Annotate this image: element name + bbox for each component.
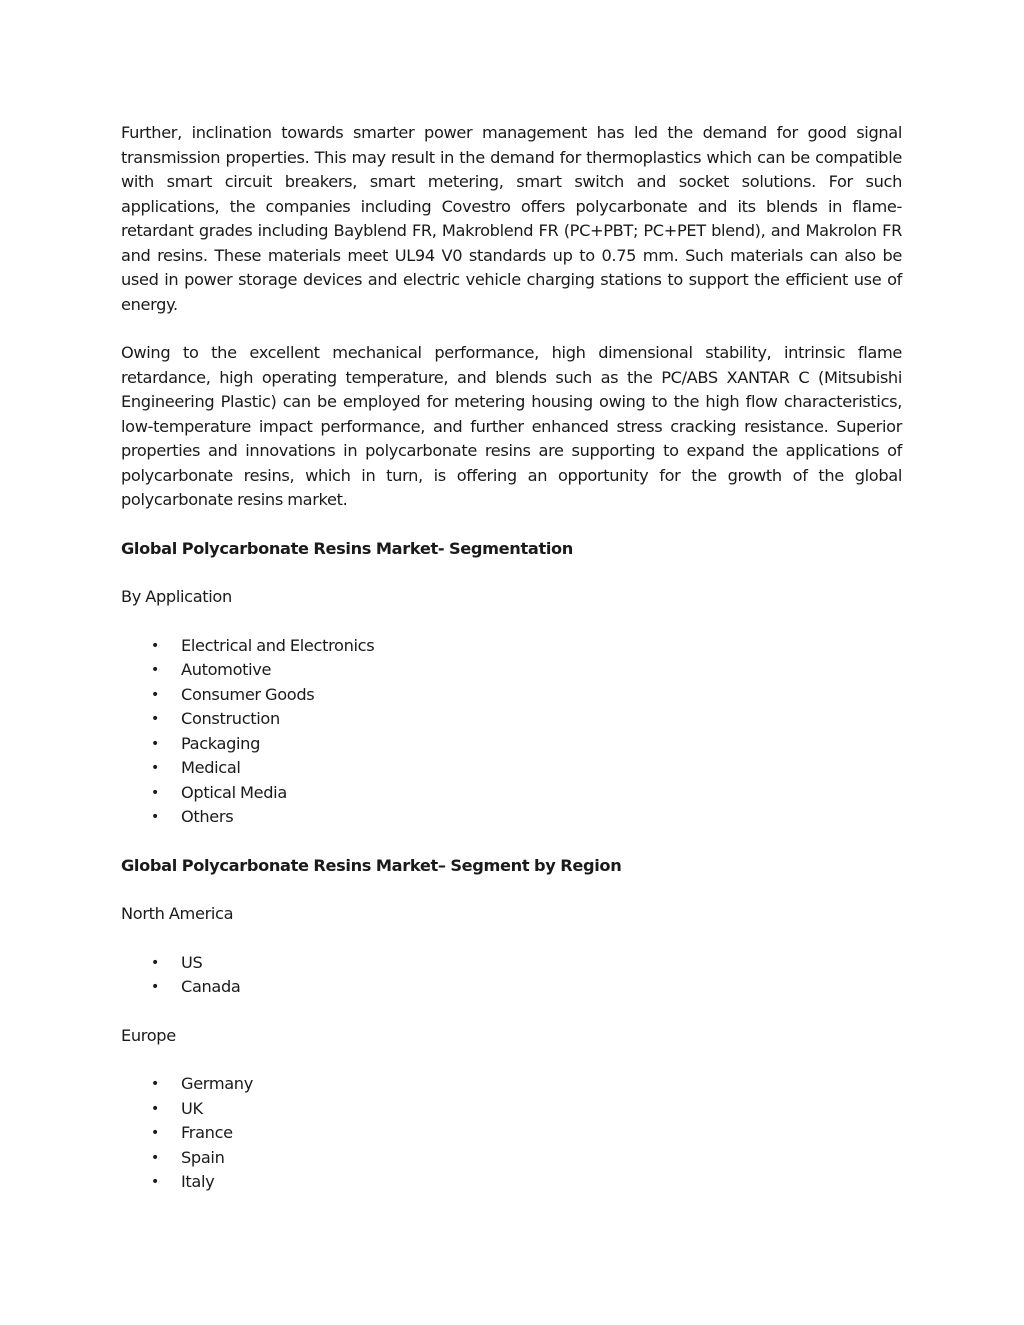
bullet-icon: • (151, 686, 159, 703)
bullet-icon: • (151, 1174, 159, 1190)
bullet-icon: • (151, 979, 159, 995)
bullet-icon: • (151, 1125, 159, 1141)
bullet-icon: • (151, 760, 159, 776)
segmentation-heading: Global Polycarbonate Resins Market- Segmentation (121, 538, 573, 558)
list-item: • Electrical and Electronics (121, 634, 902, 659)
list-item: • Others (121, 805, 902, 830)
bullet-icon: • (151, 954, 159, 971)
list-item: • Automotive (121, 658, 902, 683)
paragraph-smart-power: Further, inclination towards smarter power management has led the demand for good signal transmission properties. This may result in the demand for thermoplastics which can be compatible with smart circuit breakers, smart metering, smart switch and socket solutions. For such applications, the companies including Covestro offers polycarbonate and its blends in flame-retardant grades including Bayblend FR, Makroblend FR (PC+PBT; PC+PET blend), and Makrolon FR and resins. These materials meet UL94 V0 standards up to 0.75 mm. Such materials can also be used in power storage devices and electric vehicle charging stations to support the efficient use of energy. (121, 123, 902, 314)
list-item: • Canada (121, 975, 902, 1000)
region-heading: Global Polycarbonate Resins Market– Segment by Region (121, 855, 622, 875)
list-item: • Spain (121, 1146, 902, 1171)
list-item: • France (121, 1121, 902, 1146)
bullet-icon: • (151, 1076, 159, 1092)
bullet-icon: • (151, 662, 159, 678)
list-item: • Consumer Goods (121, 683, 902, 708)
bullet-icon: • (151, 735, 159, 752)
bullet-icon: • (151, 1149, 159, 1166)
by-application-label: By Application (121, 587, 232, 606)
list-item: • Medical (121, 756, 902, 781)
bullet-icon: • (151, 1100, 159, 1117)
list-item: • UK (121, 1097, 902, 1122)
north-america-list (121, 951, 902, 1000)
bullet-icon: • (151, 711, 159, 727)
europe-label: Europe (121, 1025, 176, 1045)
list-item: • US (121, 951, 902, 976)
list-item: • Italy (121, 1170, 902, 1195)
list-item: • Optical Media (121, 781, 902, 806)
list-item: • Packaging (121, 732, 902, 757)
north-america-label: North America (121, 904, 234, 923)
list-item: • Construction (121, 707, 902, 732)
europe-list (121, 1072, 902, 1195)
bullet-icon: • (151, 809, 159, 825)
paragraph-mechanical-performance: Owing to the excellent mechanical performance, high dimensional stability, intrinsic flame retardance, high operating temperature, and blends such as the PC/ABS XANTAR C (Mitsubishi Engineering Plastic) can be employed for metering housing owing to the high flow characteristics, low-temperature impact performance, and further enhanced stress cracking resistance. Superior properties and innovations in polycarbonate resins are supporting to expand the applications of polycarbonate resins, which in turn, is offering an opportunity for the growth of the global polycarbonate resins market. (121, 343, 902, 509)
bullet-icon: • (151, 637, 159, 654)
document-page (121, 121, 902, 1195)
list-item: • Germany (121, 1072, 902, 1097)
application-list (121, 634, 902, 830)
bullet-icon: • (151, 784, 159, 801)
